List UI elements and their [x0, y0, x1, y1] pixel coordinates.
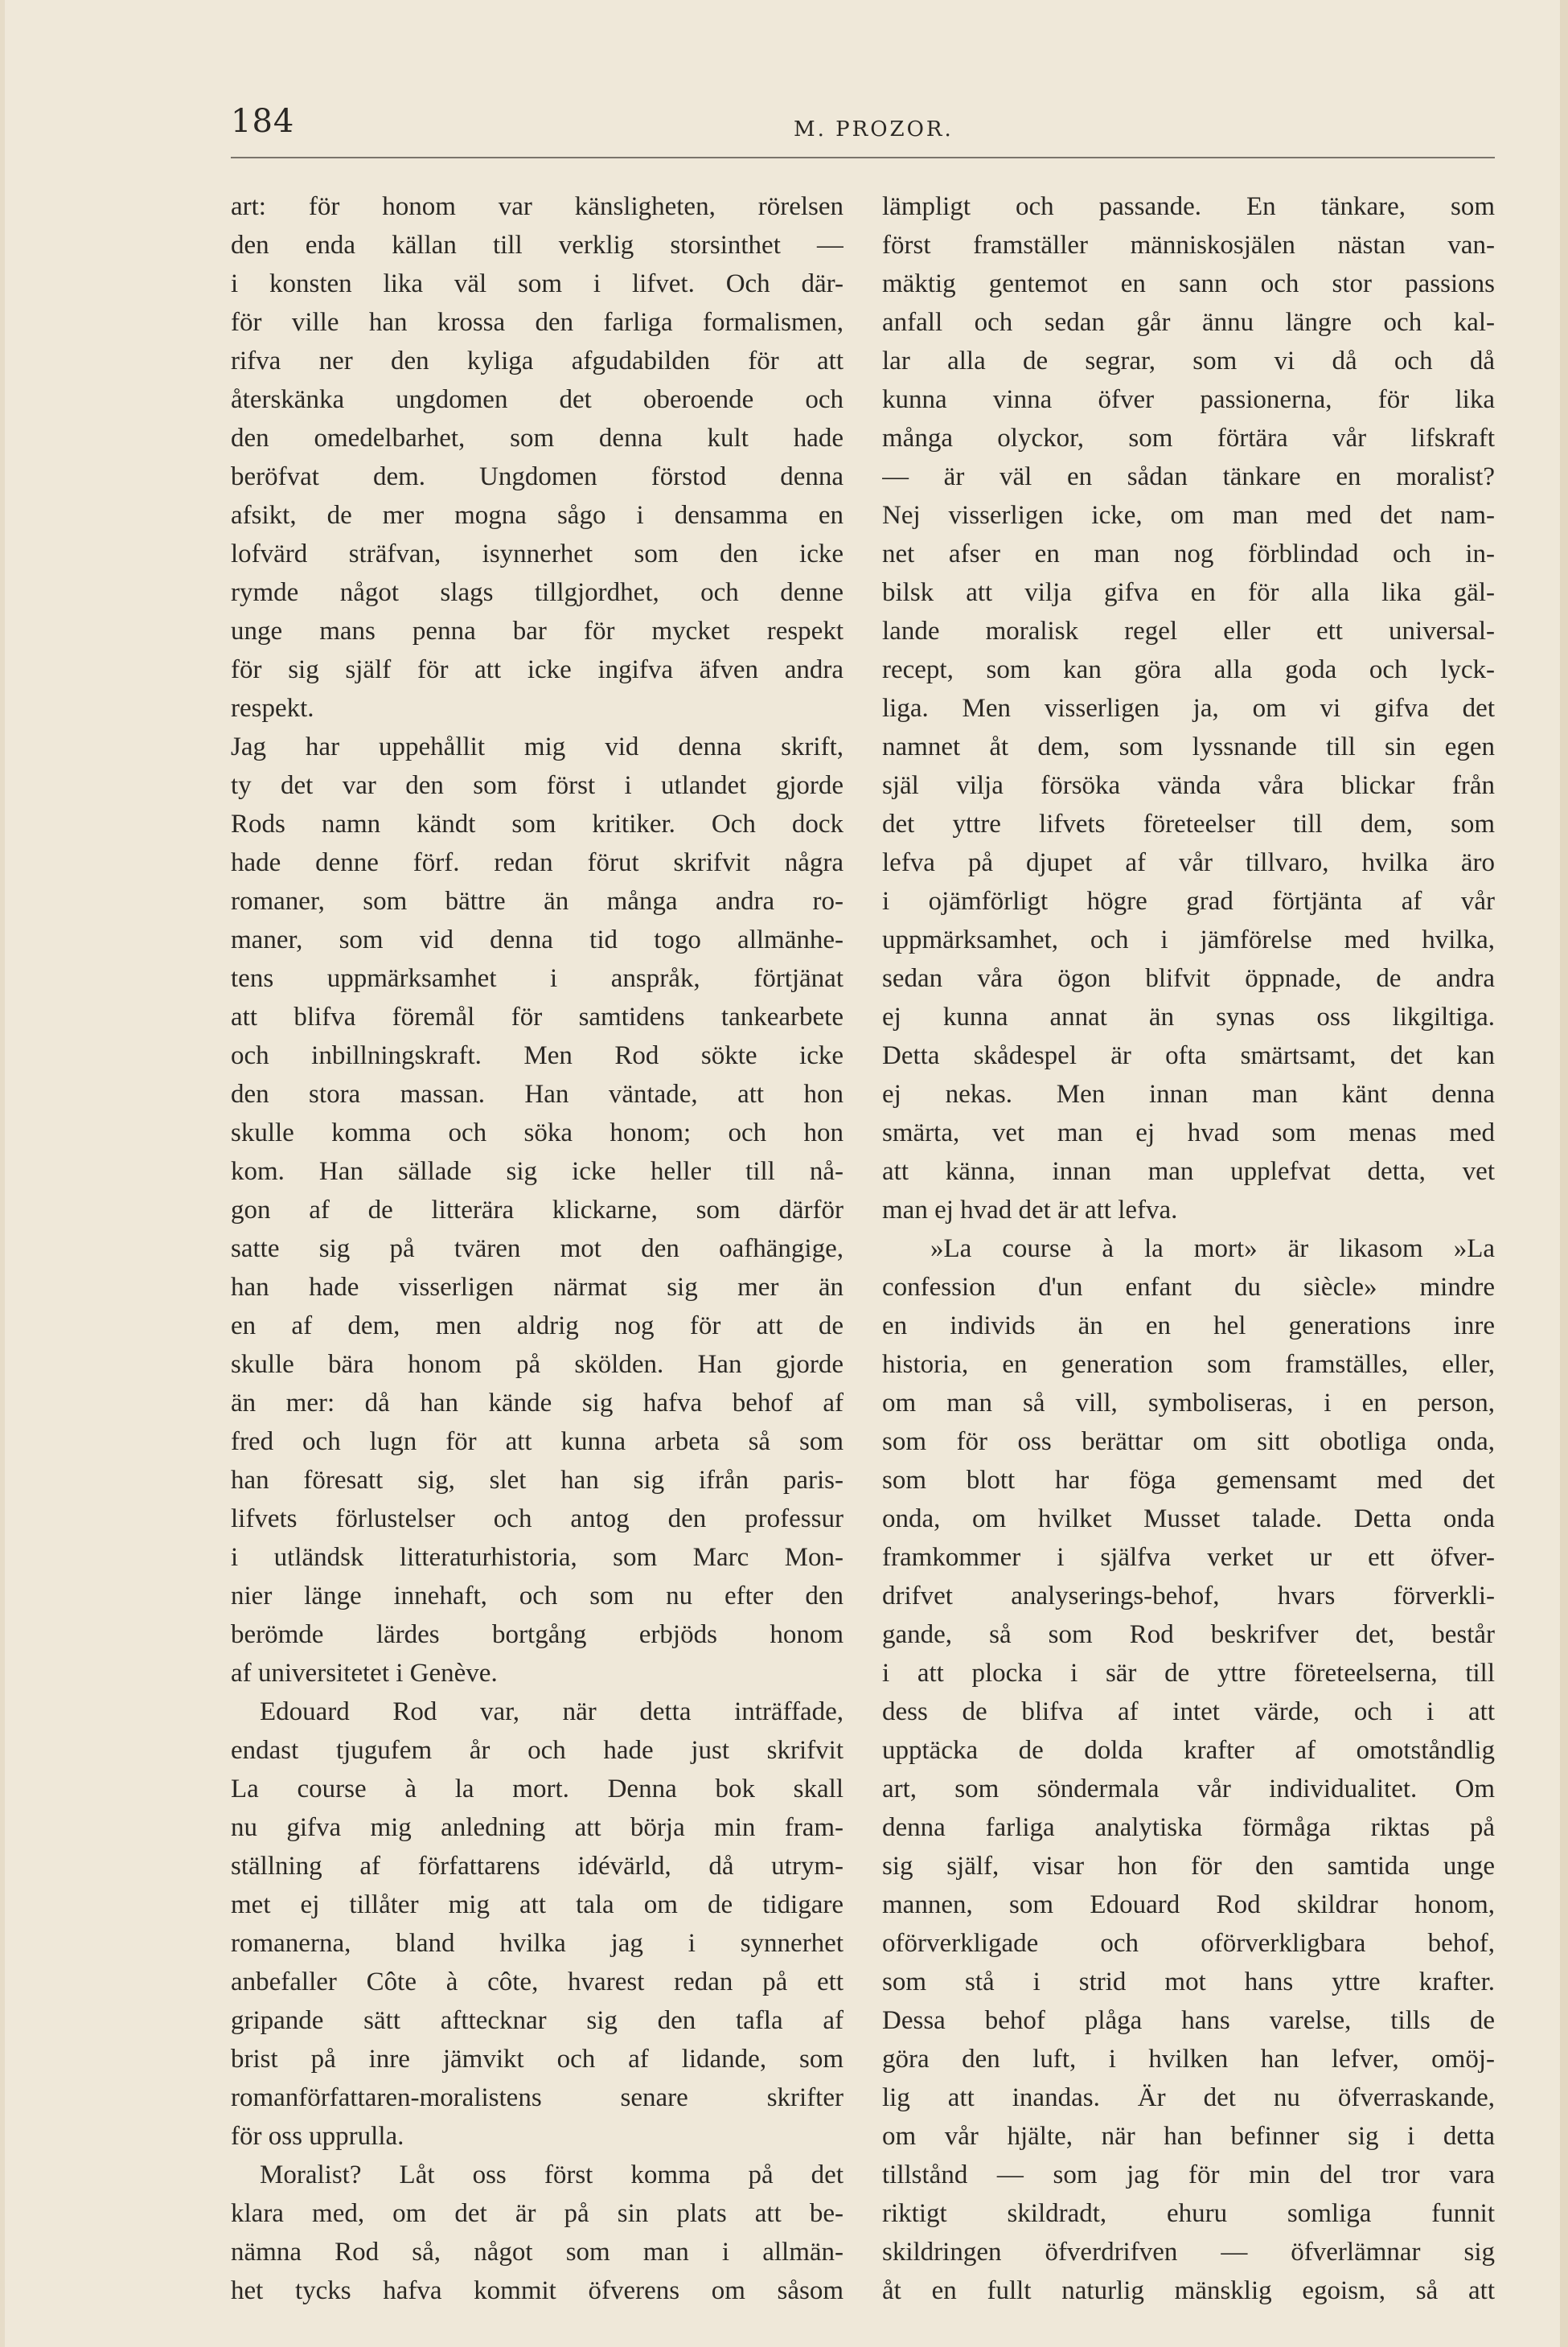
- text-line: han föresatt sig, slet han sig ifrån paris-: [231, 1466, 844, 1495]
- right-column: [882, 187, 1495, 2310]
- text-line: lig att inandas. Är det nu öfverraskande,: [882, 2083, 1495, 2112]
- text-line: den enda källan till verklig storsinthet —: [231, 231, 844, 260]
- text-line: ty det var den som först i utlandet gjorde: [231, 771, 844, 800]
- text-line: kunna vinna öfver passionerna, för lika: [882, 385, 1495, 414]
- text-line: skildringen öfverdrifven — öfverlämnar sig: [882, 2238, 1495, 2267]
- text-line: riktigt skildradt, ehuru somliga funnit: [882, 2199, 1495, 2228]
- text-line: skulle bära honom på skölden. Han gjorde: [231, 1350, 844, 1379]
- text-line: att blifva föremål för samtidens tankearbete: [231, 1003, 844, 1032]
- text-line: än mer: då han kände sig hafva behof af: [231, 1389, 844, 1418]
- text-line: och inbillningskraft. Men Rod sökte icke: [231, 1041, 844, 1070]
- text-line: ställning af författarens idévärld, då utrym-: [231, 1852, 844, 1881]
- text-line: endast tjugufem år och hade just skrifvit: [231, 1736, 844, 1765]
- text-line: af universitetet i Genève.: [231, 1659, 498, 1688]
- text-line: romaner, som bättre än många andra ro-: [231, 887, 844, 916]
- text-line: först framställer människosjälen nästan van-: [882, 231, 1495, 260]
- text-line: gon af de litterära klickarne, som därför: [231, 1196, 844, 1225]
- text-line: anfall och sedan går ännu längre och kal-: [882, 308, 1495, 337]
- text-line: maner, som vid denna tid togo allmänhe-: [231, 925, 844, 954]
- text-line: om vår hjälte, när han befinner sig i detta: [882, 2122, 1495, 2151]
- text-line: lifvets förlustelser och antog den professur: [231, 1504, 844, 1533]
- text-line: »La course à la mort» är likasom »La: [930, 1234, 1495, 1263]
- text-line: mäktig gentemot en sann och stor passions: [882, 269, 1495, 298]
- text-line: satte sig på tvären mot den oafhängige,: [231, 1234, 844, 1263]
- text-line: en individs än en hel generations inre: [882, 1311, 1495, 1340]
- text-line: i utländsk litteraturhistoria, som Marc Mon-: [231, 1543, 844, 1572]
- text-line: Rods namn kändt som kritiker. Och dock: [231, 810, 844, 839]
- text-line: denna farliga analytiska förmåga riktas på: [882, 1813, 1495, 1842]
- text-line: dess de blifva af intet värde, och i att: [882, 1697, 1495, 1726]
- text-line: den omedelbarhet, som denna kult hade: [231, 424, 844, 453]
- text-line: sig själf, visar hon för den samtida unge: [882, 1852, 1495, 1881]
- text-line: net afser en man nog förblindad och in-: [882, 540, 1495, 568]
- text-line: berömde lärdes bortgång erbjöds honom: [231, 1620, 844, 1649]
- text-line: sedan våra ögon blifvit öppnade, de andra: [882, 964, 1495, 993]
- text-line: att känna, innan man upplefvat detta, vet: [882, 1157, 1495, 1186]
- text-line: som stå i strid mot hans yttre krafter.: [882, 1967, 1495, 1996]
- text-line: mannen, som Edouard Rod skildrar honom,: [882, 1890, 1495, 1919]
- text-line: beröfvat dem. Ungdomen förstod denna: [231, 462, 844, 491]
- text-line: gande, så som Rod beskrifver det, består: [882, 1620, 1495, 1649]
- running-head: M. PROZOR.: [794, 117, 954, 142]
- text-line: Dessa behof plåga hans varelse, tills de: [882, 2006, 1495, 2035]
- text-line: lämpligt och passande. En tänkare, som: [882, 192, 1495, 221]
- text-line: för ville han krossa den farliga formalismen,: [231, 308, 844, 337]
- text-line: recept, som kan göra alla goda och lyck-: [882, 655, 1495, 684]
- text-line: gripande sätt afttecknar sig den tafla af: [231, 2006, 844, 2035]
- text-line: smärta, vet man ej hvad som menas med: [882, 1118, 1495, 1147]
- text-line: drifvet analyserings-behof, hvars förverkli-: [882, 1582, 1495, 1610]
- text-line: La course à la mort. Denna bok skall: [231, 1775, 844, 1803]
- text-line: ej kunna annat än synas oss likgiltiga.: [882, 1003, 1495, 1032]
- text-line: rifva ner den kyliga afgudabilden för att: [231, 347, 844, 375]
- text-line: anbefaller Côte à côte, hvarest redan på ett: [231, 1967, 844, 1996]
- text-line: för sig själf för att icke ingifva äfven andra: [231, 655, 844, 684]
- text-line: han hade visserligen närmat sig mer än: [231, 1273, 844, 1302]
- text-line: göra den luft, i hvilken han lefver, omöj-: [882, 2045, 1495, 2074]
- page-number: 184: [231, 103, 295, 140]
- text-line: klara med, om det är på sin plats att be-: [231, 2199, 844, 2228]
- text-line: återskänka ungdomen det oberoende och: [231, 385, 844, 414]
- text-line: som blott har föga gemensamt med det: [882, 1466, 1495, 1495]
- text-line: lefva på djupet af vår tillvaro, hvilka äro: [882, 848, 1495, 877]
- text-line: Moralist? Låt oss först komma på det: [260, 2160, 844, 2189]
- text-line: uppmärksamhet, och i jämförelse med hvilka,: [882, 925, 1495, 954]
- text-line: lofvärd sträfvan, isynnerhet som den icke: [231, 540, 844, 568]
- text-line: hade denne förf. redan förut skrifvit några: [231, 848, 844, 877]
- page-header: [231, 103, 1495, 151]
- text-line: bilsk att vilja gifva en för alla lika gäl-: [882, 578, 1495, 607]
- text-line: brist på inre jämvikt och af lidande, som: [231, 2045, 844, 2074]
- text-line: fred och lugn för att kunna arbeta så som: [231, 1427, 844, 1456]
- text-line: kom. Han sällade sig icke heller till nå-: [231, 1157, 844, 1186]
- text-line: Detta skådespel är ofta smärtsamt, det kan: [882, 1041, 1495, 1070]
- text-line: för oss upprulla.: [231, 2122, 404, 2151]
- text-line: framkommer i själfva verket ur ett öfver-: [882, 1543, 1495, 1572]
- text-line: tens uppmärksamhet i anspråk, förtjänat: [231, 964, 844, 993]
- text-line: som för oss berättar om sitt obotliga onda,: [882, 1427, 1495, 1456]
- text-line: Nej visserligen icke, om man med det nam-: [882, 501, 1495, 530]
- text-line: confession d'un enfant du siècle» mindre: [882, 1273, 1495, 1302]
- text-line: afsikt, de mer mogna sågo i densamma en: [231, 501, 844, 530]
- text-line: romanförfattaren-moralistens senare skrifter: [231, 2083, 844, 2112]
- text-line: själ vilja försöka vända våra blickar från: [882, 771, 1495, 800]
- text-line: respekt.: [231, 694, 314, 723]
- text-line: art: för honom var känsligheten, rörelsen: [231, 192, 844, 221]
- text-line: historia, en generation som framställes, eller,: [882, 1350, 1495, 1379]
- text-line: en af dem, men aldrig nog för att de: [231, 1311, 844, 1340]
- text-line: namnet åt dem, som lyssnande till sin egen: [882, 732, 1495, 761]
- text-line: onda, om hvilket Musset talade. Detta onda: [882, 1504, 1495, 1533]
- text-line: romanerna, bland hvilka jag i synnerhet: [231, 1929, 844, 1958]
- text-line: många olyckor, som förtära vår lifskraft: [882, 424, 1495, 453]
- text-line: unge mans penna bar för mycket respekt: [231, 617, 844, 646]
- text-line: lar alla de segrar, som vi då och då: [882, 347, 1495, 375]
- text-line: lande moralisk regel eller ett universal-: [882, 617, 1495, 646]
- text-line: nämna Rod så, något som man i allmän-: [231, 2238, 844, 2267]
- text-line: art, som söndermala vår individualitet. Om: [882, 1775, 1495, 1803]
- text-line: met ej tillåter mig att tala om de tidigare: [231, 1890, 844, 1919]
- left-column: [231, 187, 844, 2310]
- text-line: den stora massan. Han väntade, att hon: [231, 1080, 844, 1109]
- text-line: tillstånd — som jag för min del tror vara: [882, 2160, 1495, 2189]
- text-line: rymde något slags tillgjordhet, och denne: [231, 578, 844, 607]
- text-line: Edouard Rod var, när detta inträffade,: [260, 1697, 844, 1726]
- text-line: upptäcka de dolda krafter af omotståndlig: [882, 1736, 1495, 1765]
- text-line: — är väl en sådan tänkare en moralist?: [882, 462, 1495, 491]
- header-rule: [231, 157, 1495, 158]
- text-line: i ojämförligt högre grad förtjänta af vår: [882, 887, 1495, 916]
- text-line: åt en fullt naturlig mänsklig egoism, så att: [882, 2276, 1495, 2305]
- text-line: oförverkligade och oförverkligbara behof,: [882, 1929, 1495, 1958]
- text-line: i att plocka i sär de yttre företeelserna, till: [882, 1659, 1495, 1688]
- text-line: i konsten lika väl som i lifvet. Och där-: [231, 269, 844, 298]
- text-line: Jag har uppehållit mig vid denna skrift,: [231, 732, 844, 761]
- text-line: det yttre lifvets företeelser till dem, som: [882, 810, 1495, 839]
- text-line: om man så vill, symboliseras, i en person,: [882, 1389, 1495, 1418]
- text-line: het tycks hafva kommit öfverens om såsom: [231, 2276, 844, 2305]
- text-line: man ej hvad det är att lefva.: [882, 1196, 1178, 1225]
- text-line: nier länge innehaft, och som nu efter den: [231, 1582, 844, 1610]
- text-line: liga. Men visserligen ja, om vi gifva det: [882, 694, 1495, 723]
- text-line: nu gifva mig anledning att börja min fram-: [231, 1813, 844, 1842]
- text-line: skulle komma och söka honom; och hon: [231, 1118, 844, 1147]
- text-line: ej nekas. Men innan man känt denna: [882, 1080, 1495, 1109]
